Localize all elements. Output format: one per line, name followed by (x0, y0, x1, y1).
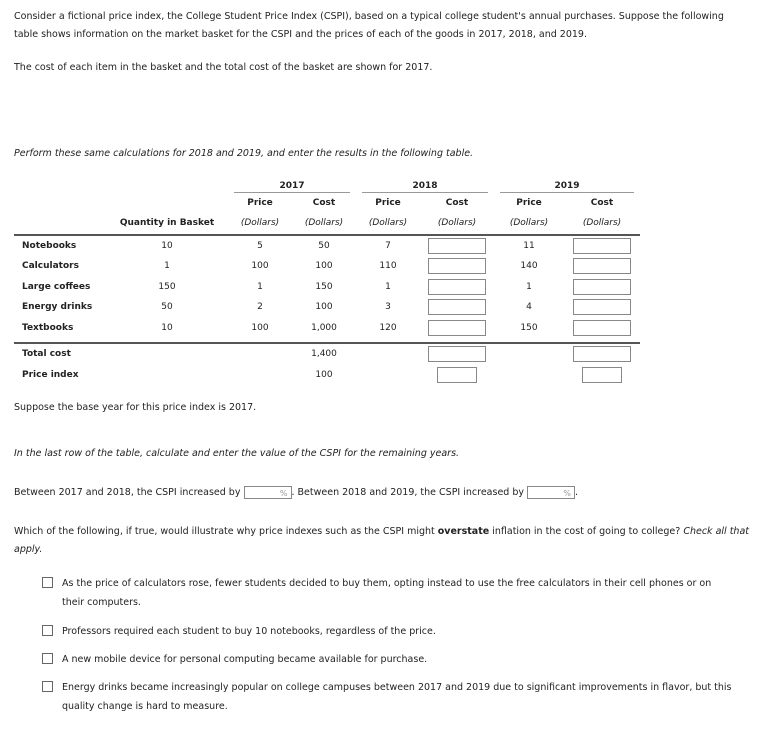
total-cost-label: Total cost (14, 343, 106, 365)
item-name: Notebooks (22, 240, 77, 251)
quantity-cell: 10 (161, 240, 173, 251)
checkbox[interactable] (42, 653, 53, 664)
quantity-cell: 1 (164, 261, 170, 272)
last-row-instruction: In the last row of the table, calculate and enter the value of the CSPI for the remaining years. (14, 448, 460, 459)
price-2018-cell: 3 (385, 302, 391, 313)
cspi-table (14, 172, 640, 385)
price-2018-cell: 7 (385, 240, 391, 251)
cost-2017-cell: 50 (318, 240, 330, 251)
quantity-cell: 150 (158, 281, 176, 292)
price-2018-cell: 110 (379, 261, 397, 272)
total-cost-row (14, 343, 640, 365)
item-name: Large coffees (22, 281, 91, 292)
item-name: Textbooks (22, 322, 74, 333)
total-cost-2017: 1,400 (292, 343, 356, 365)
unit-label: (Dollars) (420, 213, 494, 235)
cost-header: Cost (445, 197, 469, 208)
cost-2017-cell: 150 (315, 281, 333, 292)
table-row (14, 256, 640, 277)
cost-2019-input[interactable] (573, 299, 631, 315)
item-name: Calculators (22, 261, 79, 272)
checkbox[interactable] (42, 681, 53, 692)
price-header: Price (375, 197, 401, 208)
price-2018-cell: 1 (385, 281, 391, 292)
cost-2017-cell: 100 (315, 302, 333, 313)
option-energy-drinks[interactable]: Energy drinks became increasingly popular on college campuses between 2017 and 2019 due to significant improvements in flavor, but this quality change is hard to measure. (44, 678, 734, 716)
price-2019-cell: 140 (520, 261, 538, 272)
cost-2018-input[interactable] (428, 299, 486, 315)
cost-2019-input[interactable] (573, 320, 631, 336)
price-header: Price (247, 197, 273, 208)
cost-header: Cost (590, 197, 614, 208)
cost-2018-input[interactable] (428, 258, 486, 274)
checkbox[interactable] (42, 577, 53, 588)
price-index-2017: 100 (315, 369, 333, 380)
base-year-text: Suppose the base year for this price index is 2017. (14, 402, 257, 413)
year-header-2017: 2017 (228, 172, 356, 193)
price-2017-cell: 5 (257, 240, 263, 251)
unit-label: (Dollars) (228, 213, 292, 235)
year-header-2018: 2018 (356, 172, 494, 193)
table-row (14, 277, 640, 298)
cost-2019-input[interactable] (573, 258, 631, 274)
option-calculators[interactable]: As the price of calculators rose, fewer students decided to buy them, opting instead to use the free calculators in their cell phones or on their computers. (44, 574, 734, 612)
price-index-2019-input[interactable] (582, 367, 622, 383)
table-row (14, 297, 640, 318)
cost-header: Cost (312, 197, 336, 208)
cost-note: The cost of each item in the basket and the total cost of the basket are shown for 2017. (14, 62, 433, 73)
price-index-row (14, 365, 640, 386)
cost-2017-cell: 1,000 (311, 322, 337, 333)
price-2017-cell: 100 (251, 322, 269, 333)
question-text: Which of the following, if true, would illustrate why price indexes such as the CSPI might overstate inflation in the cost of going to college? Check all that apply. (14, 526, 749, 555)
unit-label: (Dollars) (564, 213, 640, 235)
item-name: Energy drinks (22, 302, 93, 313)
table-row (14, 235, 640, 257)
price-2019-cell: 150 (520, 322, 538, 333)
intro-paragraph: Consider a fictional price index, the College Student Price Index (CSPI), based on a typical college student's annual purchases. Suppose the following table shows information on the market basket for the CSPI and the prices of each of the goods in 2017, 2018, and 2019. (14, 11, 724, 40)
quantity-cell: 10 (161, 322, 173, 333)
option-mobile-device[interactable]: A new mobile device for personal computing became available for purchase. (44, 650, 734, 669)
price-2017-cell: 100 (251, 261, 269, 272)
cspi-increase-sentence: Between 2017 and 2018, the CSPI increased by % . Between 2018 and 2019, the CSPI increased by % . (14, 487, 579, 498)
price-index-label: Price index (22, 369, 79, 380)
total-cost-2019-input[interactable] (573, 346, 631, 362)
table-row (14, 318, 640, 339)
unit-label: (Dollars) (356, 213, 420, 235)
increase-2019-input[interactable]: % (527, 486, 575, 499)
total-cost-2018-input[interactable] (428, 346, 486, 362)
price-2019-cell: 4 (526, 302, 532, 313)
cost-2018-input[interactable] (428, 279, 486, 295)
cost-2018-input[interactable] (428, 320, 486, 336)
price-2019-cell: 1 (526, 281, 532, 292)
checkbox[interactable] (42, 625, 53, 636)
cost-2019-input[interactable] (573, 238, 631, 254)
quantity-header: Quantity in Basket (106, 213, 228, 235)
price-2019-cell: 11 (523, 240, 535, 251)
cost-2017-cell: 100 (315, 261, 333, 272)
increase-2018-input[interactable]: % (244, 486, 292, 499)
price-2018-cell: 120 (379, 322, 397, 333)
price-2017-cell: 1 (257, 281, 263, 292)
quantity-cell: 50 (161, 302, 173, 313)
cost-2019-input[interactable] (573, 279, 631, 295)
unit-label: (Dollars) (292, 213, 356, 235)
year-header-2019: 2019 (494, 172, 640, 193)
price-2017-cell: 2 (257, 302, 263, 313)
price-header: Price (516, 197, 542, 208)
perform-instruction: Perform these same calculations for 2018 and 2019, and enter the results in the following table. (14, 148, 474, 159)
option-notebooks[interactable]: Professors required each student to buy 10 notebooks, regardless of the price. (44, 622, 734, 641)
unit-label: (Dollars) (494, 213, 564, 235)
cost-2018-input[interactable] (428, 238, 486, 254)
price-index-2018-input[interactable] (437, 367, 477, 383)
